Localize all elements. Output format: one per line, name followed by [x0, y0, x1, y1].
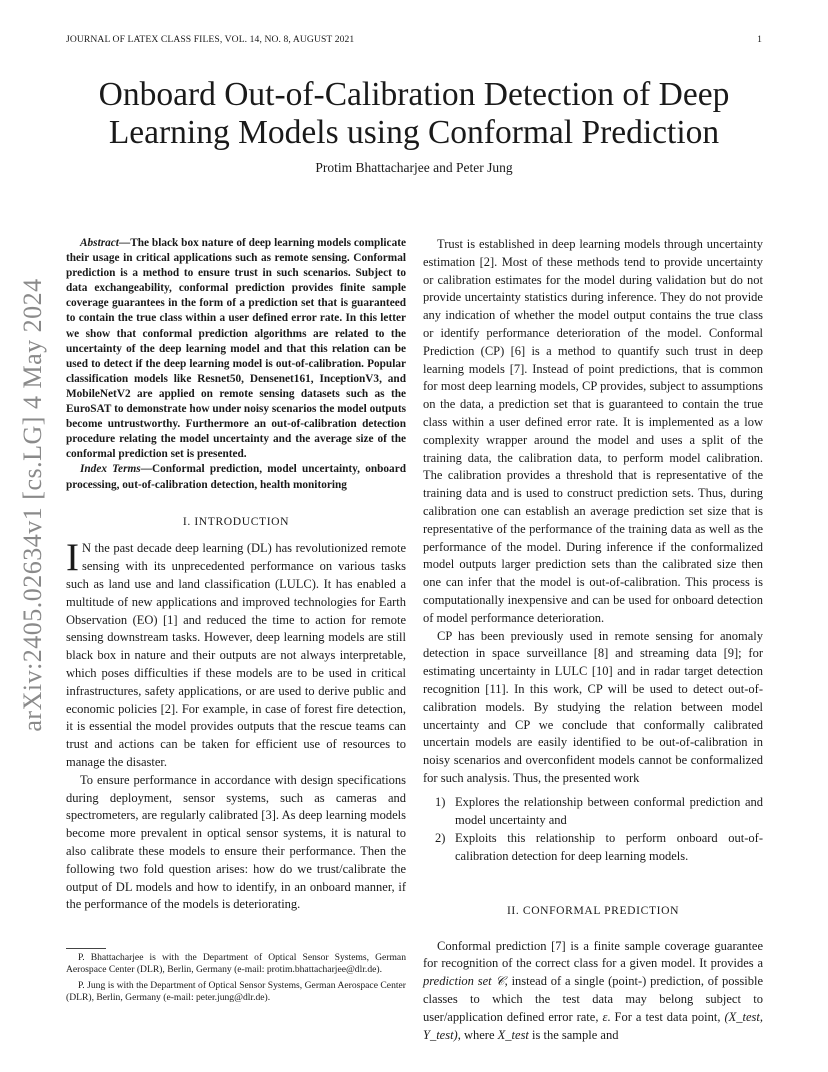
list-item-text: Explores the relationship between conformal prediction and model uncertainty and [455, 794, 763, 827]
page-number: 1 [757, 34, 762, 45]
section-heading-introduction: I. INTRODUCTION [182, 514, 290, 528]
index-terms [66, 462, 406, 492]
footnote-1: P. Bhattacharjee is with the Department of Optical Sensor Systems, German Aerospace Center (DLR), Berlin, Germany (e-mail: protim.bhattacharjee@dlr.de). [66, 952, 406, 976]
footnote-2: P. Jung is with the Department of Optical Sensor Systems, German Aerospace Center (DLR), Berlin, Germany (e-mail: peter.jung@dlr.de). [66, 979, 406, 1003]
footnote-rule [66, 948, 106, 949]
list-item [423, 794, 763, 830]
running-header [66, 34, 762, 48]
cp-symbol-pair: (X_test, Y_test) [423, 1009, 763, 1042]
list-item-number: 1) [435, 794, 446, 809]
list-item-number: 2) [435, 831, 446, 846]
right-paragraph-1: Trust is established in deep learning models through uncertainty estimation [2]. Most of these methods tend to provide uncertainty or calibration estimates for the model during validation but do not provide uncertainty statistics during inference. They do not provide any indication of whether the model output contains the true class or identify performance deterioration of the model. Conformal Prediction (CP) [6] is a method to quantify such trust in deep learning models [7]. Instead of point predictions, that is common for most deep learning models, CP provides, subject to assumptions on the data, a prediction set that is guaranteed to contain the true class within a user defined error rate. It is implemented as a low complexity wrapper around the model and uses a split of the training data, the calibration data, to perform model calibration. The calibration provides a threshold that is representative of the training data and is used to construct prediction sets. Thus, during calibration one can establish an average prediction set size that is representative of the performance of the training data as well as the performance of the model. During inference if the conformalized model outputs larger prediction sets than the calibrated size then one can infer that the model is out-of-calibration. This process is computationally inexpensive and can be used for onboard detection of model performance deterioration. [423, 237, 763, 625]
cp-symbol-epsilon: ε [602, 1009, 608, 1024]
cp-symbol-set: 𝒞 [495, 974, 505, 989]
abstract-dash: — [118, 237, 131, 249]
author-list: Protim Bhattacharjee and Peter Jung [315, 160, 513, 175]
abstract-text: The black box nature of deep learning models complicate their usage in critical applications such as remote sensing. Conformal prediction is a method to ensure trust in such scenarios. Subject to data exchangeability, conformal prediction provides finite sample coverage guarantees in the form of a prediction set that is guaranteed to contain the true class within a user defined error rate. In this letter we show that conformal prediction algorithms are related to the uncertainty of the deep learning model and that this relation can be used to detect if the deep learning model is out-of-calibration. Popular classification models like Resnet50, Densenet161, InceptionV3, and MobileNetV2 are applied on remote sensing datasets such as the EuroSAT to demonstrate how under noisy scenarios the model outputs become untrustworthy. Furthermore an out-of-calibration detection procedure relating the model uncertainty and the average size of the conformal prediction set is presented. [66, 237, 406, 461]
cp-emph-prediction-set: prediction set [423, 974, 492, 989]
cp-text-a: Conformal prediction [7] is a finite sample coverage guarantee for recognition of the correct class for a given model. It provides a [423, 938, 763, 971]
drop-cap: I [66, 536, 79, 580]
list-item [423, 830, 763, 866]
intro-paragraph-2: To ensure performance in accordance with design specifications during deployment, sensor systems, such as cameras and spectrometers, are regularly calibrated [3]. As deep learning models become more prevalent in optical sensor systems, it is natural to also calibrate these models to ensure their performance. Then the following two fold question arises: how do we trust/calibrate the output of DL models and how to identify, in an onboard manner, if the performance of the models is deteriorating. [66, 772, 406, 912]
cp-paragraph-1 [423, 938, 763, 1045]
arxiv-stamp-text: arXiv:2405.02634v1 [cs.LG] 4 May 2024 [18, 278, 47, 732]
journal-line: JOURNAL OF LATEX CLASS FILES, VOL. 14, NO. 8, AUGUST 2021 [66, 34, 355, 45]
intro-paragraph-1-text: N the past decade deep learning (DL) has revolutionized remote sensing with its unprecedented performance on various tasks such as land use and land classification (LULC). It has enabled a multitude of new applications and improved technologies for Earth Observation (EO) [1] and reduced the time to action for remote sensing downstream tasks. However, deep learning models are still black box in nature and their outputs are not always interpretable, which poses difficulties if these models are to be used in critical infrastructures, safety applications, or are used to derive public and economic policies [2]. For example, in case of forest fire detection, it is essential the model provides outputs that the rescue teams can trust and actions can be taken for efficient use of resources to manage the disaster. [66, 541, 406, 769]
cp-text-e: is the sample and [528, 1027, 619, 1042]
cp-text-d: , where [457, 1027, 498, 1042]
right-paragraph-2: CP has been previously used in remote sensing for anomaly detection in space surveillance [8] and streaming data [9]; for estimating uncertainty in LULC [10] and in radar target detection recognition [11]. In this work, CP will be used to detect out-of-calibration models. By studying the relation between model uncertainty and CP we conclude that conformally calibrated uncertain models are easily identified to be out-of-calibration in noisy scenarios and overconfident models cannot be conformalized for such analysis. Thus, the presented work [423, 628, 763, 785]
arxiv-stamp [4, 278, 62, 732]
footnotes [66, 948, 406, 1007]
section-heading-conformal-prediction: II. CONFORMAL PREDICTION [506, 903, 680, 917]
cp-text-c: . For a test data point, [607, 1009, 725, 1024]
index-terms-dash: — [140, 463, 152, 476]
index-terms-text: Conformal prediction, model uncertainty, onboard processing, out-of-calibration detection, health monitoring [66, 463, 407, 491]
paper-title: Onboard Out-of-Calibration Detection of Deep Learning Models using Conformal Prediction [98, 76, 730, 151]
abstract [66, 236, 406, 462]
contribution-list [423, 794, 763, 866]
list-item-text: Exploits this relationship to perform onboard out-of-calibration detection for deep learning models. [455, 831, 763, 864]
abstract-label: Abstract [80, 237, 119, 249]
cp-text-b: , instead of a single (point-) prediction, of possible classes to which the test data may belong subject to user/application defined error rate, [423, 974, 763, 1024]
cp-symbol-xtest: X_test [497, 1027, 529, 1042]
index-terms-label: Index Terms [80, 463, 141, 476]
intro-paragraph-1 [66, 536, 406, 771]
right-column [423, 236, 763, 1044]
left-column [66, 236, 406, 914]
